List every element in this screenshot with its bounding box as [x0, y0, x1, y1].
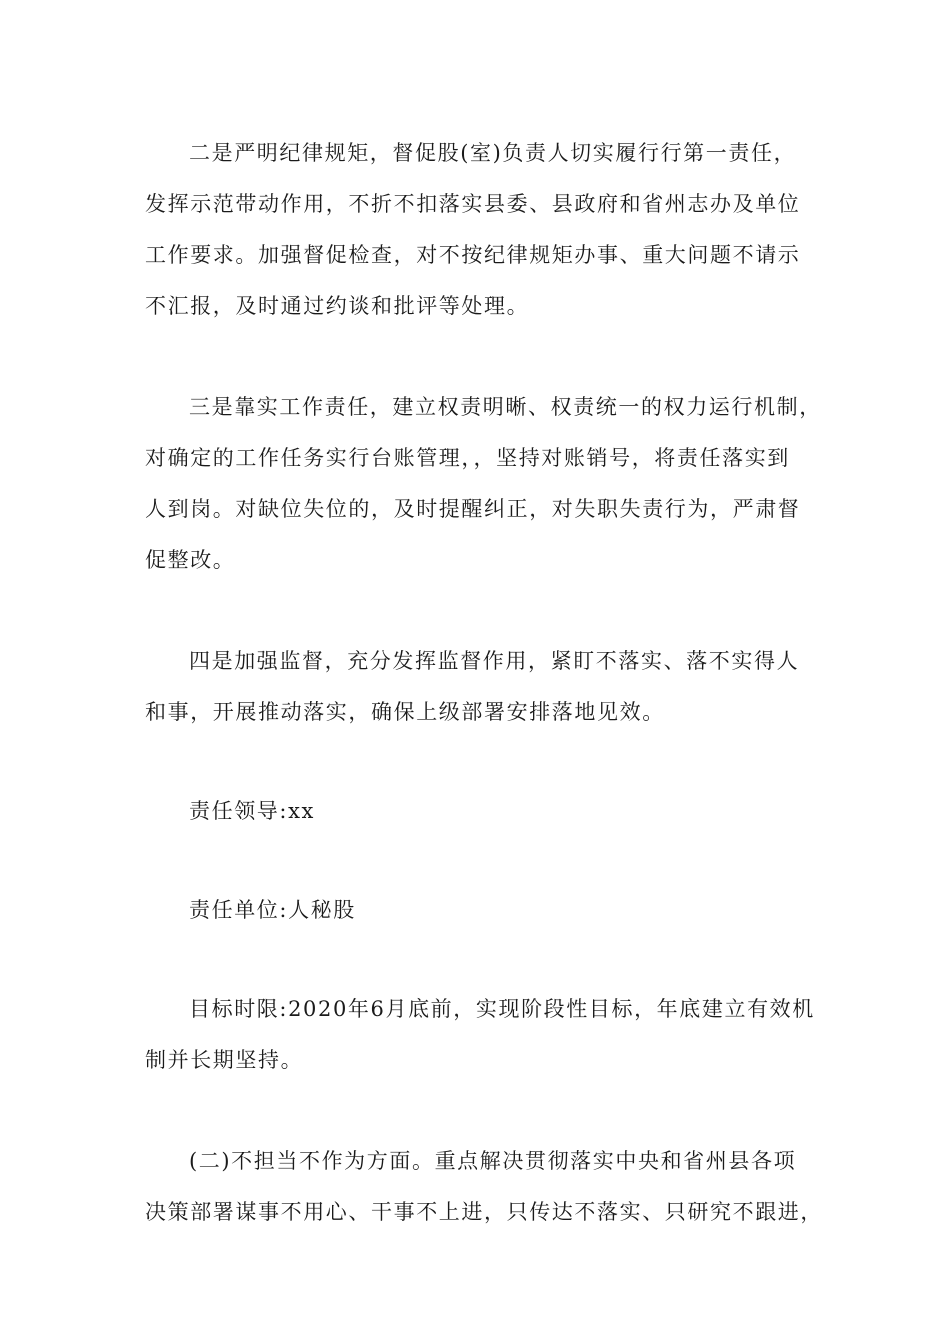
text-line: 不汇报，及时通过约谈和批评等处理。: [145, 294, 530, 318]
text-line: 工作要求。加强督促检查，对不按纪律规矩办事、重大问题不请示: [145, 243, 801, 267]
text-line: 责任领导:xx: [189, 799, 315, 823]
text-line: 发挥示范带动作用，不折不扣落实县委、县政府和省州志办及单位: [145, 192, 801, 216]
text-line: 促整改。: [145, 548, 236, 572]
text-line: 责任单位:人秘股: [189, 898, 356, 922]
text-line: 人到岗。对缺位失位的，及时提醒纠正，对失职失责行为，严肃督: [145, 497, 801, 521]
text-line: 对确定的工作任务实行台账管理，，坚持对账销号，将责任落实到: [145, 446, 790, 470]
paragraph-discipline: [145, 128, 810, 332]
document-page: [145, 128, 823, 1238]
text-line: 目标时限:2020年6月底前，实现阶段性目标，年底建立有效机: [189, 997, 815, 1021]
paragraph-gap: [145, 837, 810, 885]
paragraph-gap: [145, 586, 810, 636]
paragraph-supervision: [145, 636, 810, 738]
text-line: 三是靠实工作责任，建立权责明晰、权责统一的权力运行机制，: [189, 395, 822, 419]
responsible-leader: [145, 786, 810, 837]
text-line: 决策部署谋事不用心、干事不上进，只传达不落实、只研究不跟进，: [145, 1200, 823, 1224]
paragraph-responsibility: [145, 382, 822, 586]
text-line: (二)不担当不作为方面。重点解决贯彻落实中央和省州县各项: [189, 1149, 797, 1173]
text-line: 和事，开展推动落实，确保上级部署安排落地见效。: [145, 700, 665, 724]
text-line: 制并长期坚持。: [145, 1048, 304, 1072]
target-deadline: [145, 984, 815, 1086]
paragraph-gap: [145, 936, 810, 984]
paragraph-gap: [145, 738, 810, 786]
text-line: 二是严明纪律规矩，督促股(室)负责人切实履行行第一责任，: [189, 141, 797, 165]
paragraph-gap: [145, 332, 810, 382]
paragraph-section-two: [145, 1136, 823, 1238]
responsible-unit: [145, 885, 810, 936]
text-line: 四是加强监督，充分发挥监督作用，紧盯不落实、落不实得人: [189, 649, 800, 673]
paragraph-gap: [145, 1086, 810, 1136]
